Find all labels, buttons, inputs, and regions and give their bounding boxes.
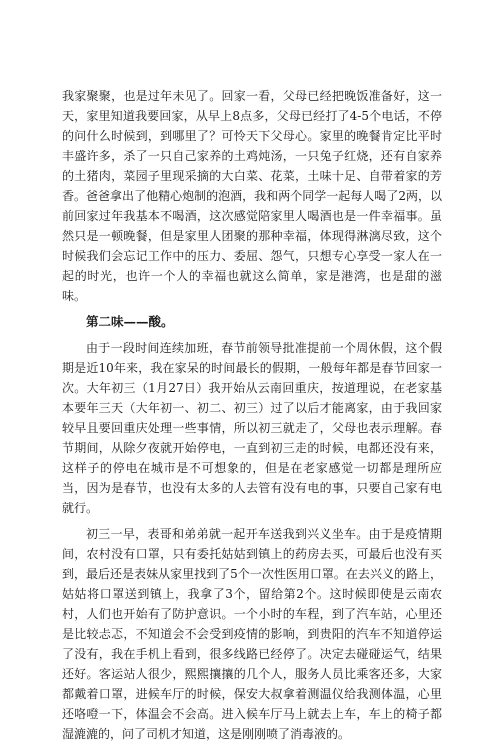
document-page	[62, 86, 442, 744]
section-heading: 第二味——酸。	[86, 314, 174, 329]
paragraph-bus-station: 初三一早，表哥和弟弟就一起开车送我到兴义坐车。由于是疫情期间，农村没有口罩，只有委托姑姑到镇上的药房去买，可最后也没有买到，最后还是表妹从家里找到了5个一次性医用口罩。在去兴义的路上，姑姑将口罩送到镇上，我拿了3个，留给第2个。这时候即使是云南农村，人们也开始有了防护意识。一个小时的车程，到了汽车站，心里还是比较忐忑，不知道会不会受到疫情的影响，到贵阳的汽车不知道停运了没有，我在手机上看到，很多线路已经停了。决定去碰碰运气，结果还好。客运站人很少，熙熙攘攘的几个人，服务人员比乘客还多，大家都戴着口罩，进候车厅的时候，保安大叔拿着测温仪给我测体温，心里还咯噔一下，体温会不会高。进入候车厅马上就去上车，车上的椅子都湿漉漉的，问了司机才知道，这是刚刚喷了消毒液的。	[62, 527, 442, 741]
paragraph-holiday-return: 由于一段时间连续加班，春节前领导批准提前一个周休假，这个假期是近10年来，我在家呆的时间最长的假期，一般每年都是春节回家一次。大年初三（1月27日）我开始从云南回重庆，按道理说，在老家基本要年三天（大年初一、初二、初三）过了以后才能离家，由于我回家较早且要回重庆处理一些事情，所以初三就走了，父母也表示理解。春节期间，从除夕夜就开始停电，一直到初三走的时候，电都还没有来，这样子的停电在城市是不可想象的，但是在老家感觉一切都是理所应当，因为是春节，也没有太多的人去管有没有电的事，只要自己家有电就行。	[62, 341, 442, 515]
paragraph-family-dinner: 我家聚聚，也是过年未见了。回家一看，父母已经把晚饭准备好，这一天，家里知道我要回家，从早上8点多，父母已经打了4-5个电话，不停的问什么时候到，到哪里了？可怜天下父母心。家里的晚餐肯定比平时丰盛许多，杀了一只自己家养的土鸡炖汤，一只兔子红烧，还有自家养的土猪肉，菜园子里现采摘的大白菜、花菜，土味十足、自带着家的芳香。爸爸拿出了他精心炮制的泡酒，我和两个同学一起每人喝了2两，以前回家过年我基本不喝酒，这次感觉陪家里人喝酒也是一件幸福事。虽然只是一顿晚餐，但是家里人团聚的那种幸福，体现得淋漓尽致，这个时候我们会忘记工作中的压力、委屈、怨气，只想专心享受一家人在一起的时光，也许一个人的幸福也就这么简单，家是港湾，也是甜的滋味。	[62, 89, 442, 303]
